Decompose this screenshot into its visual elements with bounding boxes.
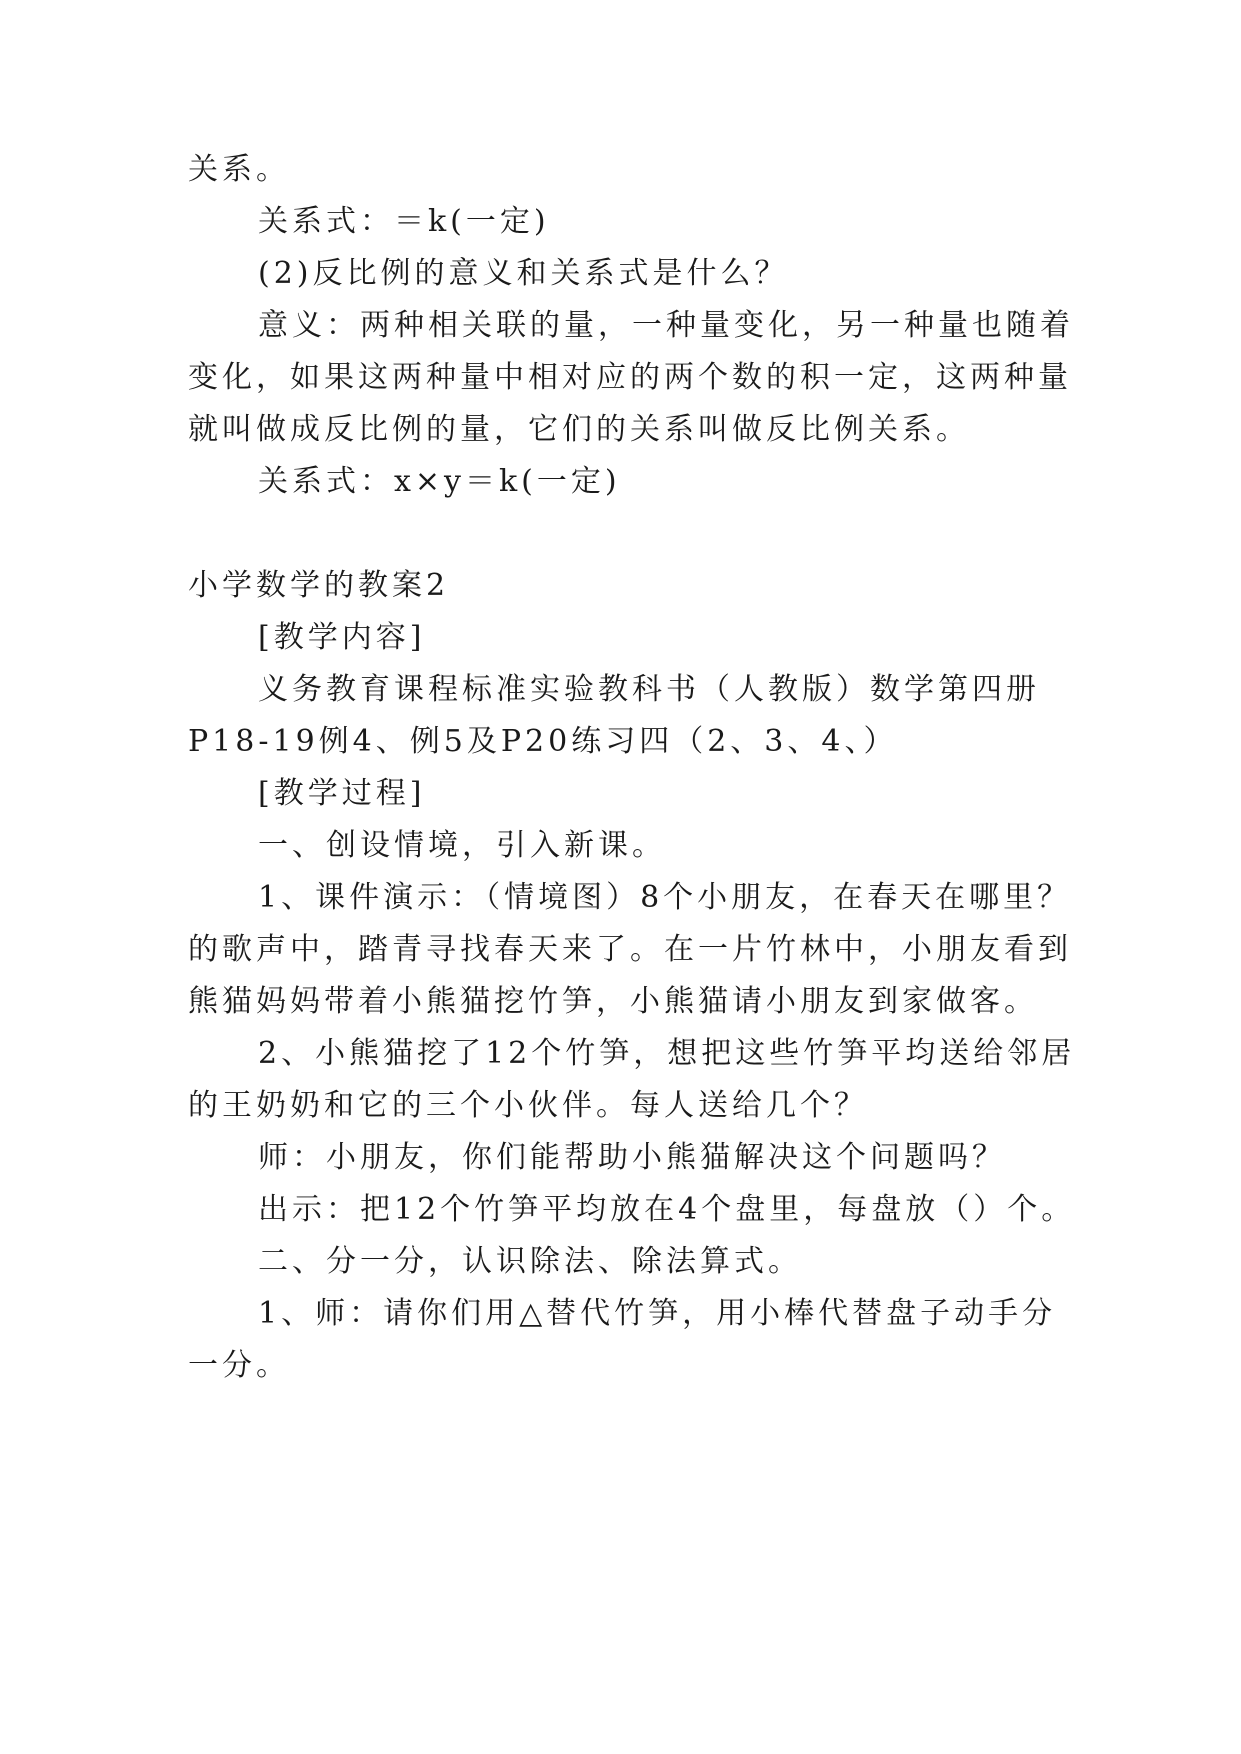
text-line-6: 就叫做成反比例的量，它们的关系叫做反比例关系。 [188, 412, 970, 447]
text-line-14: 1、课件演示：（情境图）8个小朋友，在春天在哪里？ [258, 880, 1072, 915]
text-line-16: 熊猫妈妈带着小熊猫挖竹笋，小熊猫请小朋友到家做客。 [188, 984, 1038, 1019]
text-line-4: 意义：两种相关联的量，一种量变化，另一种量也随着 [258, 308, 1074, 343]
text-line-12: [教学过程] [258, 776, 426, 811]
text-line-7: 关系式：x×y＝k(一定) [258, 464, 621, 499]
text-line-18: 的王奶奶和它的三个小伙伴。每人送给几个？ [188, 1088, 868, 1123]
text-line-1: 关系。 [188, 152, 290, 187]
section-heading: 小学数学的教案2 [188, 568, 450, 603]
text-line-21: 二、分一分，认识除法、除法算式。 [258, 1244, 802, 1279]
text-line-5: 变化，如果这两种量中相对应的两个数的积一定，这两种量 [188, 360, 1072, 395]
text-line-17: 2、小熊猫挖了12个竹笋，想把这些竹笋平均送给邻居 [258, 1036, 1076, 1071]
text-line-9: [教学内容] [258, 620, 426, 655]
text-line-13: 一、创设情境，引入新课。 [258, 828, 666, 863]
text-line-23: 一分。 [188, 1348, 290, 1383]
text-line-10: 义务教育课程标准实验教科书（人教版）数学第四册 [258, 672, 1040, 707]
text-line-19: 师：小朋友，你们能帮助小熊猫解决这个问题吗？ [258, 1140, 1006, 1175]
text-line-3: (2)反比例的意义和关系式是什么？ [258, 256, 789, 291]
text-line-22: 1、师：请你们用△替代竹笋，用小棒代替盘子动手分 [258, 1296, 1057, 1331]
text-line-2: 关系式：＝k(一定) [258, 204, 550, 239]
text-line-11: P18-19例4、例5及P20练习四（2、3、4、） [188, 724, 898, 759]
text-line-20: 出示：把12个竹笋平均放在4个盘里，每盘放（）个。 [258, 1192, 1076, 1227]
text-line-15: 的歌声中，踏青寻找春天来了。在一片竹林中，小朋友看到 [188, 932, 1072, 967]
